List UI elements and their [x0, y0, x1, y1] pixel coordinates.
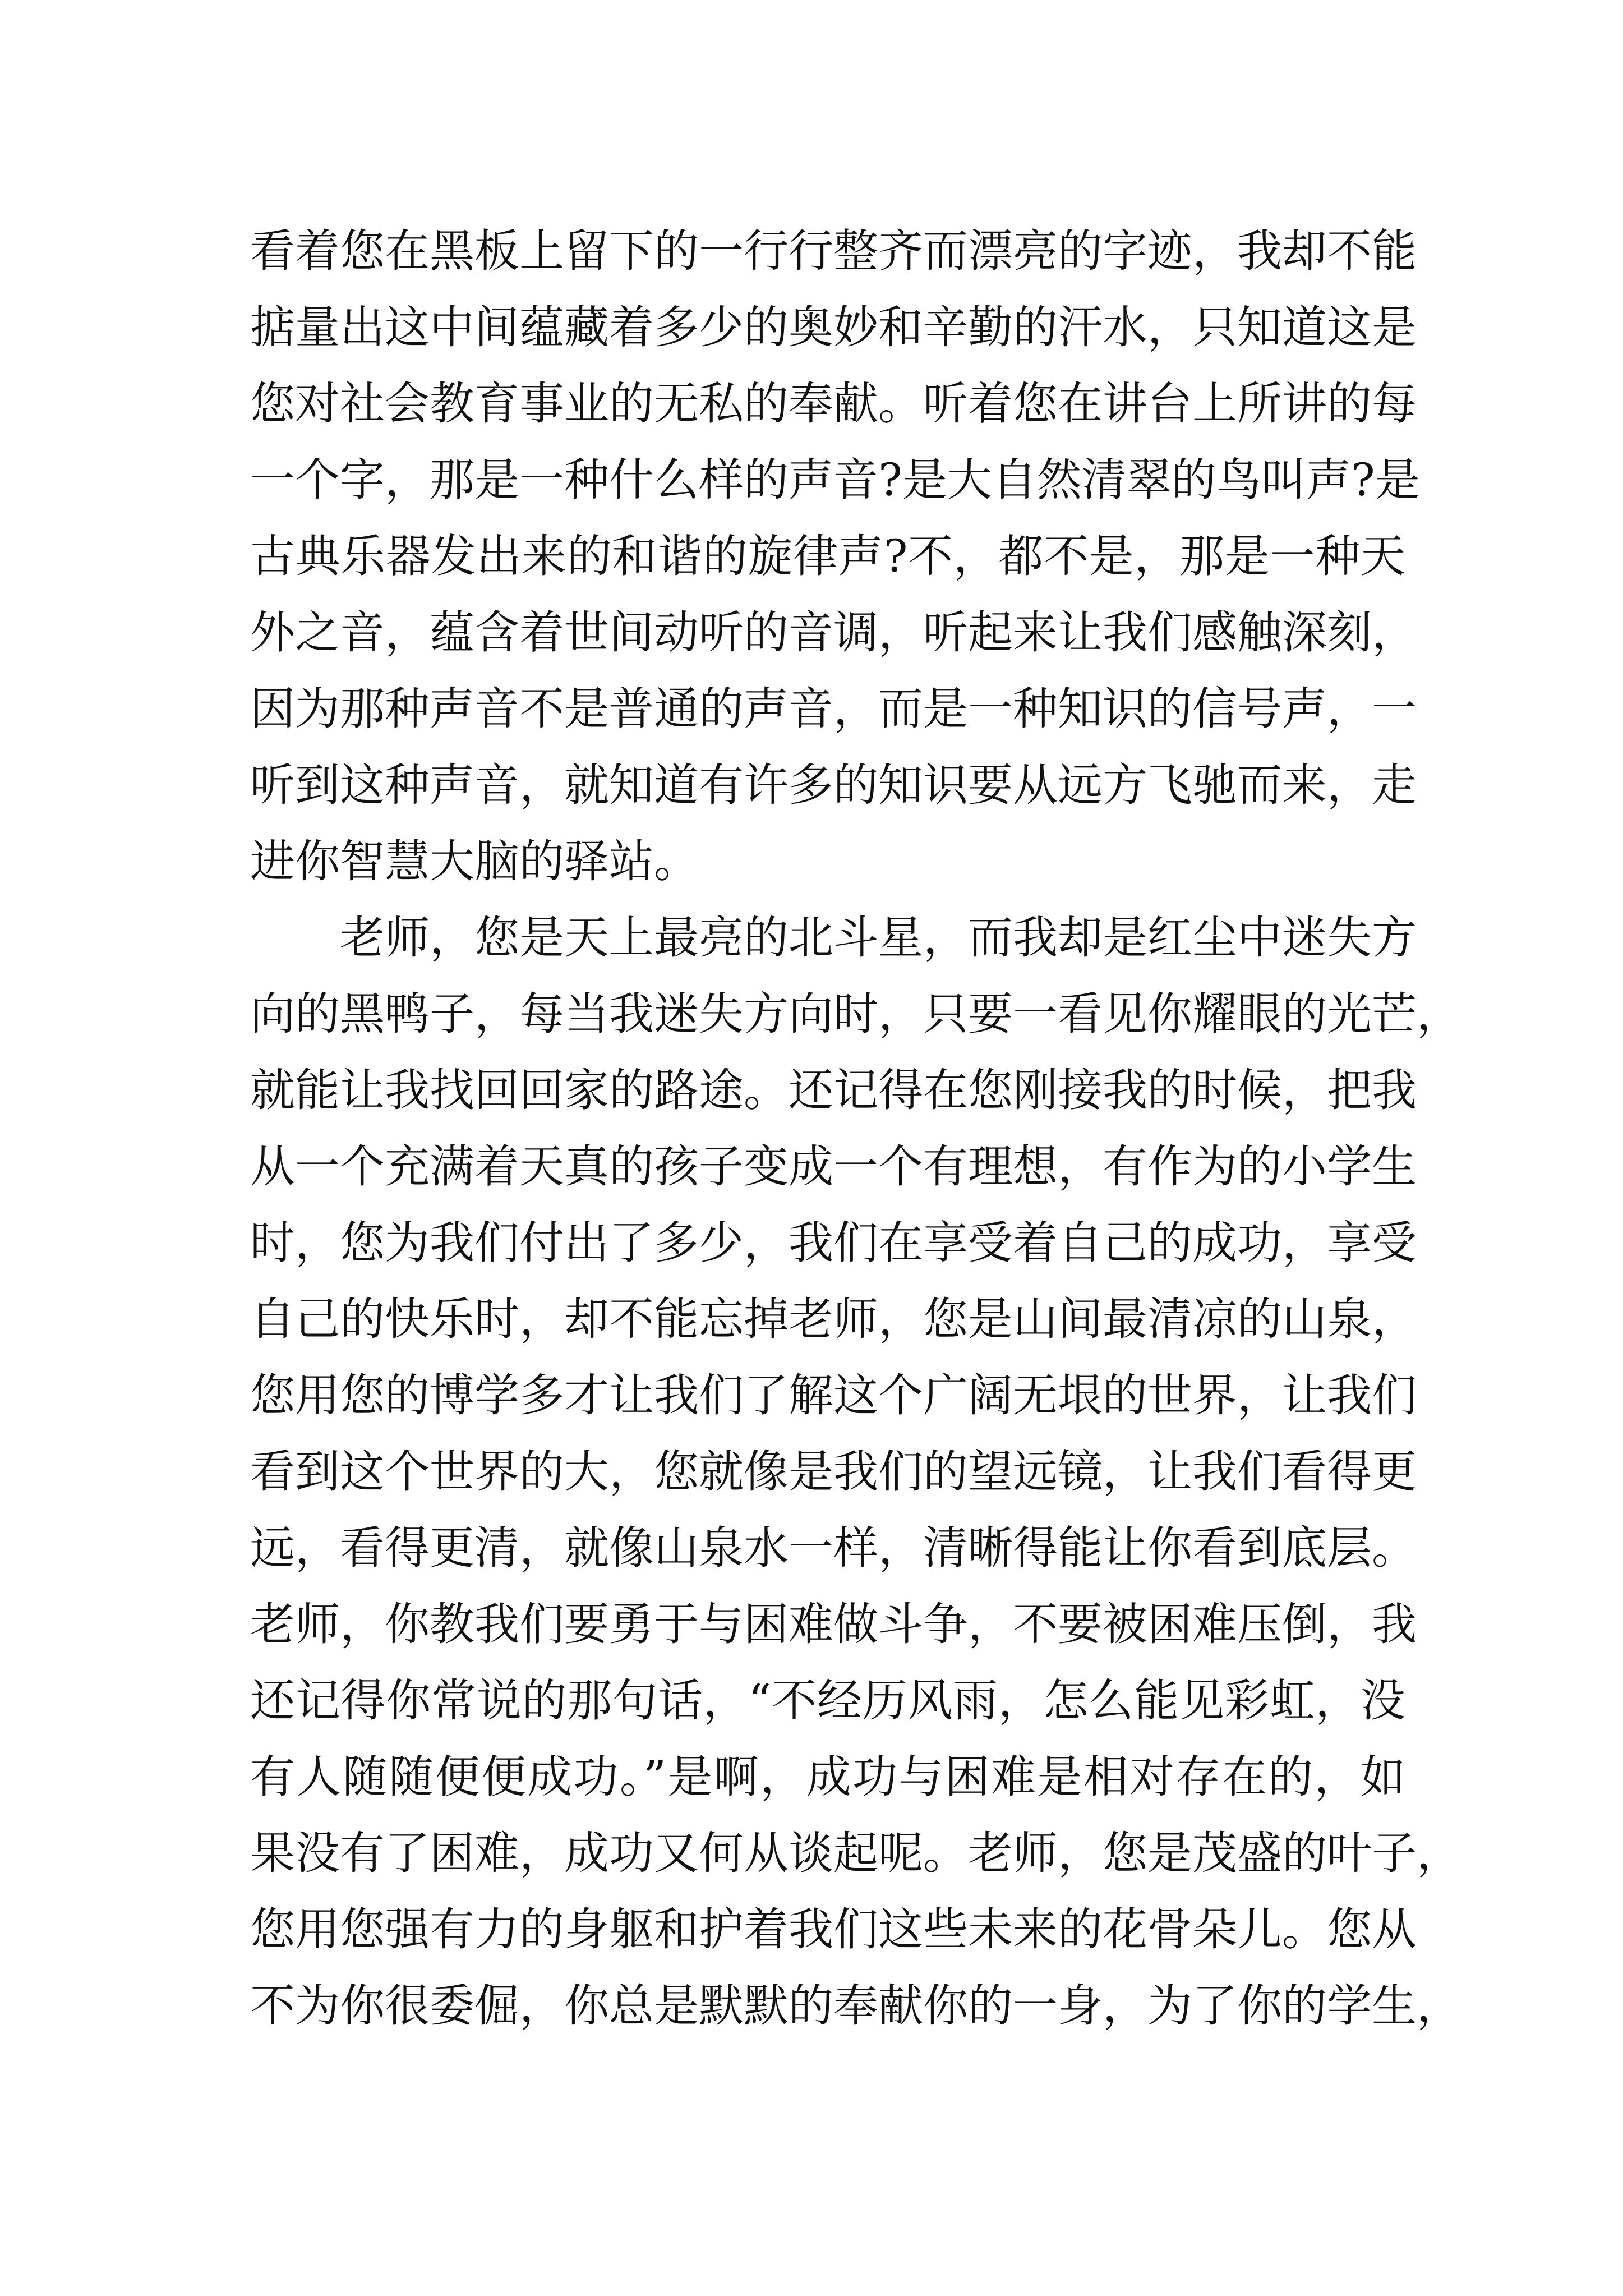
text-line: 听到这种声音，就知道有许多的知识要从远方飞驰而来，走 [250, 759, 1417, 811]
text-line: 外之音，蕴含着世间动听的音调，听起来让我们感触深刻， [250, 606, 1417, 659]
text-line: 就能让我找回回家的路途。还记得在您刚接我的时候，把我 [250, 1064, 1417, 1116]
text-line: 您用您强有力的身躯和护着我们这些未来的花骨朵儿。您从 [250, 1903, 1417, 1955]
text-line: 远，看得更清，就像山泉水一样，清晰得能让你看到底层。 [250, 1522, 1417, 1574]
text-line: 看着您在黑板上留下的一行行整齐而漂亮的字迹，我却不能 [250, 225, 1417, 277]
text-line: 古典乐器发出来的和谐的旋律声?不，都不是，那是一种天 [250, 530, 1405, 582]
text-line: 时，您为我们付出了多少，我们在享受着自己的成功，享受 [250, 1217, 1417, 1269]
text-line: 老师，您是天上最亮的北斗星，而我却是红尘中迷失方 [340, 912, 1417, 964]
text-line: 老师，你教我们要勇于与困难做斗争，不要被困难压倒，我 [250, 1598, 1417, 1650]
text-line: 有人随随便便成功。”是啊，成功与困难是相对存在的，如 [250, 1751, 1405, 1803]
text-line: 向的黑鸭子，每当我迷失方向时，只要一看见你耀眼的光芒， [250, 988, 1461, 1040]
text-line: 您用您的博学多才让我们了解这个广阔无垠的世界，让我们 [250, 1369, 1417, 1421]
text-line: 您对社会教育事业的无私的奉献。听着您在讲台上所讲的每 [250, 378, 1417, 430]
body-text [250, 213, 1461, 2044]
text-line: 不为你很委倔，你总是默默的奉献你的一身，为了你的学生， [250, 1980, 1461, 2032]
text-line: 还记得你常说的那句话，“不经历风雨，怎么能见彩虹，没 [250, 1674, 1405, 1727]
text-line: 因为那种声音不是普通的声音，而是一种知识的信号声，一 [250, 683, 1417, 735]
text-line: 进你智慧大脑的驿站。 [250, 835, 699, 887]
text-line: 果没有了困难，成功又何从谈起呢。老师，您是茂盛的叶子， [250, 1827, 1461, 1879]
text-line: 自己的快乐时，却不能忘掉老师，您是山间最清凉的山泉， [250, 1293, 1417, 1345]
text-line: 看到这个世界的大，您就像是我们的望远镜，让我们看得更 [250, 1446, 1417, 1498]
text-line: 一个字，那是一种什么样的声音?是大自然清翠的鸟叫声?是 [250, 454, 1420, 506]
text-line: 从一个充满着天真的孩子变成一个有理想，有作为的小学生 [250, 1140, 1417, 1193]
text-line: 掂量出这中间蕴藏着多少的奥妙和辛勤的汗水，只知道这是 [250, 301, 1417, 353]
